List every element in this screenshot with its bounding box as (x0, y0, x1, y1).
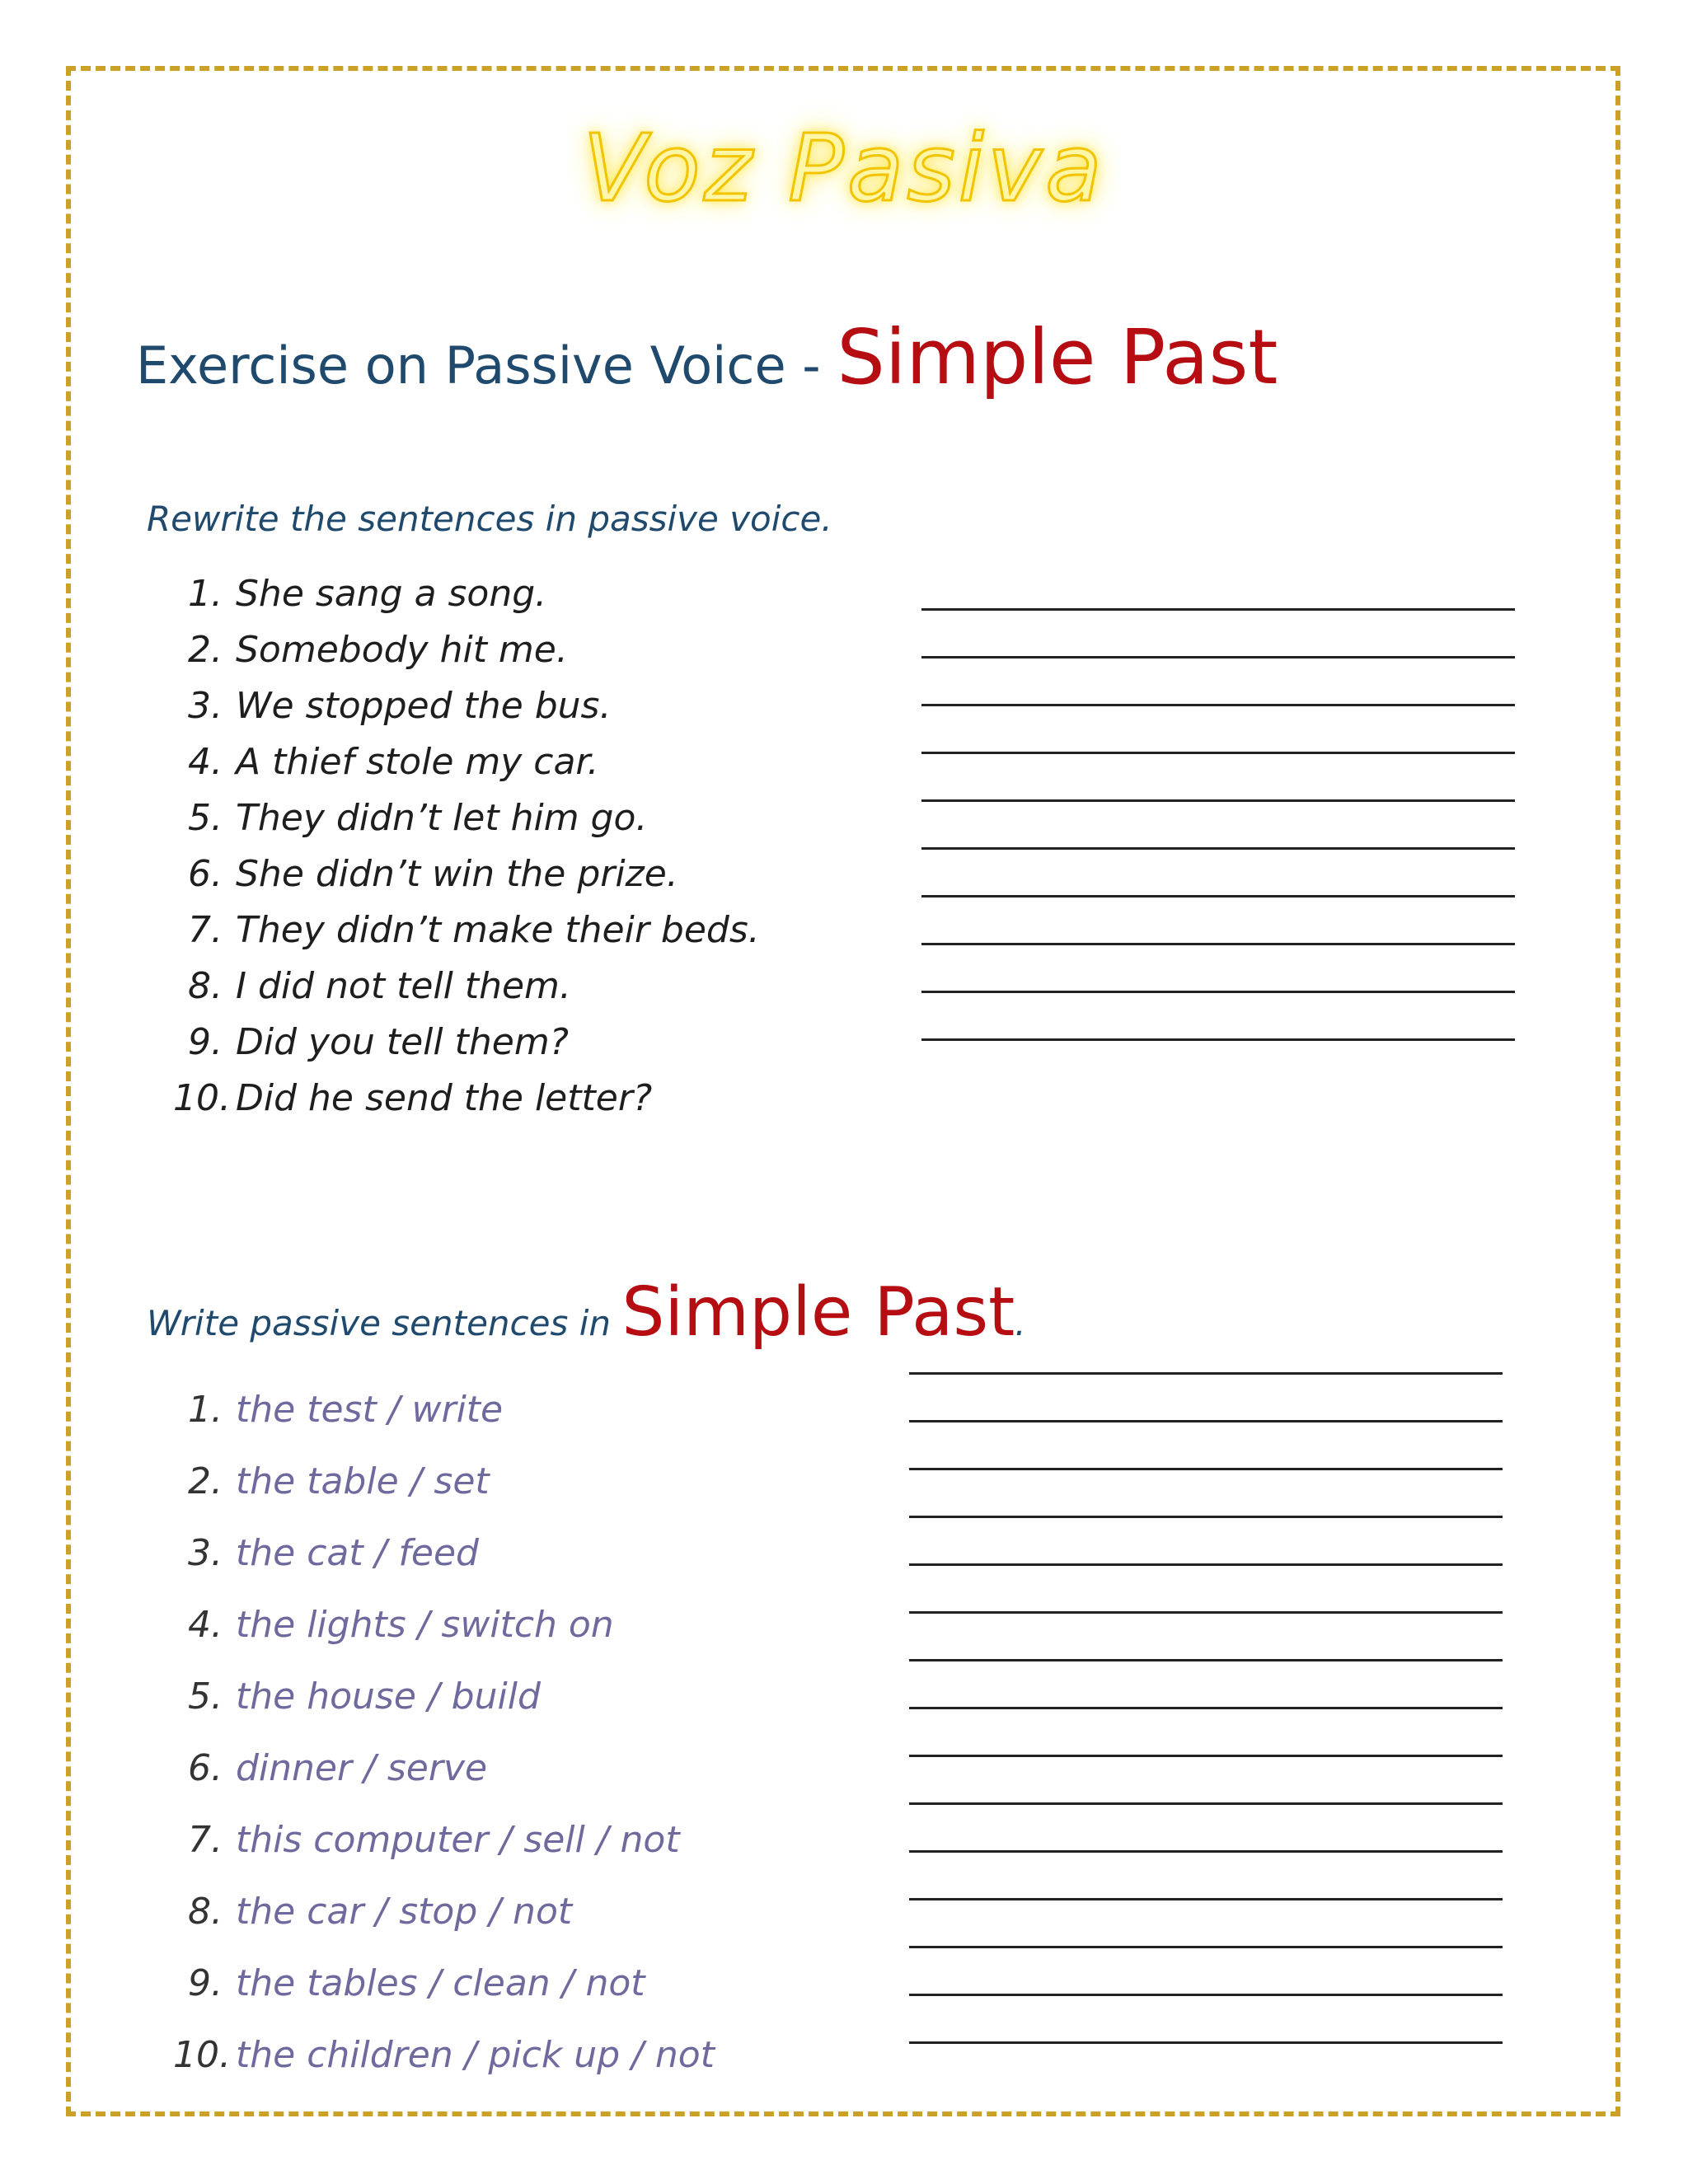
answer-line[interactable] (921, 847, 1515, 850)
item-text: I did not tell them. (236, 965, 571, 1007)
item-number: 2. (188, 1460, 223, 1502)
item-number: 1. (188, 573, 223, 615)
section2-instruction-suffix: . (1015, 1303, 1026, 1343)
item-number: 8. (188, 1891, 223, 1933)
answer-line[interactable] (921, 608, 1515, 611)
section1-instruction: Rewrite the sentences in passive voice. (147, 499, 832, 539)
answer-line[interactable] (909, 1898, 1503, 1900)
item-number: 4. (188, 1604, 223, 1646)
list-item (173, 1962, 645, 2004)
item-text: A thief stole my car. (236, 741, 599, 783)
item-number: 6. (188, 1747, 223, 1789)
item-number: 7. (188, 1819, 223, 1861)
answer-line[interactable] (921, 943, 1515, 945)
answer-line[interactable] (909, 2041, 1503, 2044)
item-text: They didn’t let him go. (236, 797, 648, 839)
item-number: 7. (188, 909, 223, 951)
answer-line[interactable] (909, 1468, 1503, 1470)
answer-line[interactable] (921, 991, 1515, 993)
answer-line[interactable] (909, 1707, 1503, 1709)
item-text: the tables / clean / not (236, 1962, 645, 2004)
answer-line[interactable] (909, 1946, 1503, 1948)
item-text: the cat / feed (236, 1532, 479, 1574)
list-item (173, 965, 571, 1007)
item-text: the test / write (236, 1389, 504, 1431)
item-number: 5. (188, 797, 223, 839)
answer-line[interactable] (921, 656, 1515, 658)
answer-line[interactable] (921, 704, 1515, 706)
page-title: Voz Pasiva (583, 115, 1105, 223)
item-text: She didn’t win the prize. (236, 853, 678, 895)
item-number: 3. (188, 685, 223, 727)
exercise-heading-prefix: Exercise on Passive Voice - (136, 335, 837, 396)
answer-line[interactable] (921, 895, 1515, 898)
list-item (173, 853, 678, 895)
list-item (173, 629, 568, 671)
list-item (173, 1021, 569, 1063)
item-number: 4. (188, 741, 223, 783)
answer-line[interactable] (921, 1038, 1515, 1041)
answer-line[interactable] (909, 1994, 1503, 1996)
list-item (173, 1460, 490, 1502)
item-number: 9. (188, 1962, 223, 2004)
item-text: the table / set (236, 1460, 490, 1502)
list-item (173, 1604, 614, 1646)
item-text: We stopped the bus. (236, 685, 612, 727)
item-number: 5. (188, 1675, 223, 1718)
list-item (173, 1389, 503, 1431)
list-item (173, 1819, 680, 1861)
item-text: the children / pick up / not (236, 2034, 715, 2076)
section2-instruction-accent: Simple Past (621, 1273, 1015, 1352)
list-item (173, 1747, 487, 1789)
item-text: the lights / switch on (236, 1604, 614, 1646)
item-text: They didn’t make their beds. (236, 909, 760, 951)
section2-instruction (147, 1273, 1026, 1352)
item-number: 3. (188, 1532, 223, 1574)
list-item (173, 1532, 479, 1574)
answer-line[interactable] (909, 1563, 1503, 1566)
answer-line[interactable] (909, 1802, 1503, 1805)
list-item (173, 1675, 541, 1718)
exercise-heading (136, 313, 1278, 401)
answer-line[interactable] (909, 1516, 1503, 1518)
exercise-heading-accent: Simple Past (837, 313, 1278, 401)
item-text: this computer / sell / not (236, 1819, 680, 1861)
list-item (173, 909, 760, 951)
answer-line[interactable] (921, 799, 1515, 802)
item-text: Did he send the letter? (236, 1077, 653, 1119)
item-text: the car / stop / not (236, 1891, 573, 1933)
item-number: 1. (188, 1389, 223, 1431)
list-item (173, 797, 647, 839)
answer-line[interactable] (909, 1659, 1503, 1661)
answer-line[interactable] (909, 1850, 1503, 1853)
answer-line[interactable] (909, 1611, 1503, 1614)
item-text: the house / build (236, 1675, 541, 1718)
list-item (173, 1891, 572, 1933)
list-item (173, 685, 611, 727)
item-number: 10. (173, 2034, 231, 2076)
item-number: 8. (188, 965, 223, 1007)
item-number: 2. (188, 629, 223, 671)
answer-line[interactable] (909, 1420, 1503, 1422)
list-item (173, 741, 598, 783)
item-number: 9. (188, 1021, 223, 1063)
item-text: Somebody hit me. (236, 629, 568, 671)
answer-line[interactable] (909, 1755, 1503, 1757)
list-item (173, 573, 546, 615)
answer-line[interactable] (921, 752, 1515, 754)
item-text: She sang a song. (236, 573, 547, 615)
list-item (173, 2034, 715, 2076)
list-item (173, 1077, 652, 1119)
item-text: Did you tell them? (236, 1021, 570, 1063)
item-number: 6. (188, 853, 223, 895)
item-number: 10. (173, 1077, 231, 1119)
answer-line[interactable] (909, 1372, 1503, 1375)
section2-instruction-prefix: Write passive sentences in (147, 1303, 622, 1343)
item-text: dinner / serve (236, 1747, 488, 1789)
